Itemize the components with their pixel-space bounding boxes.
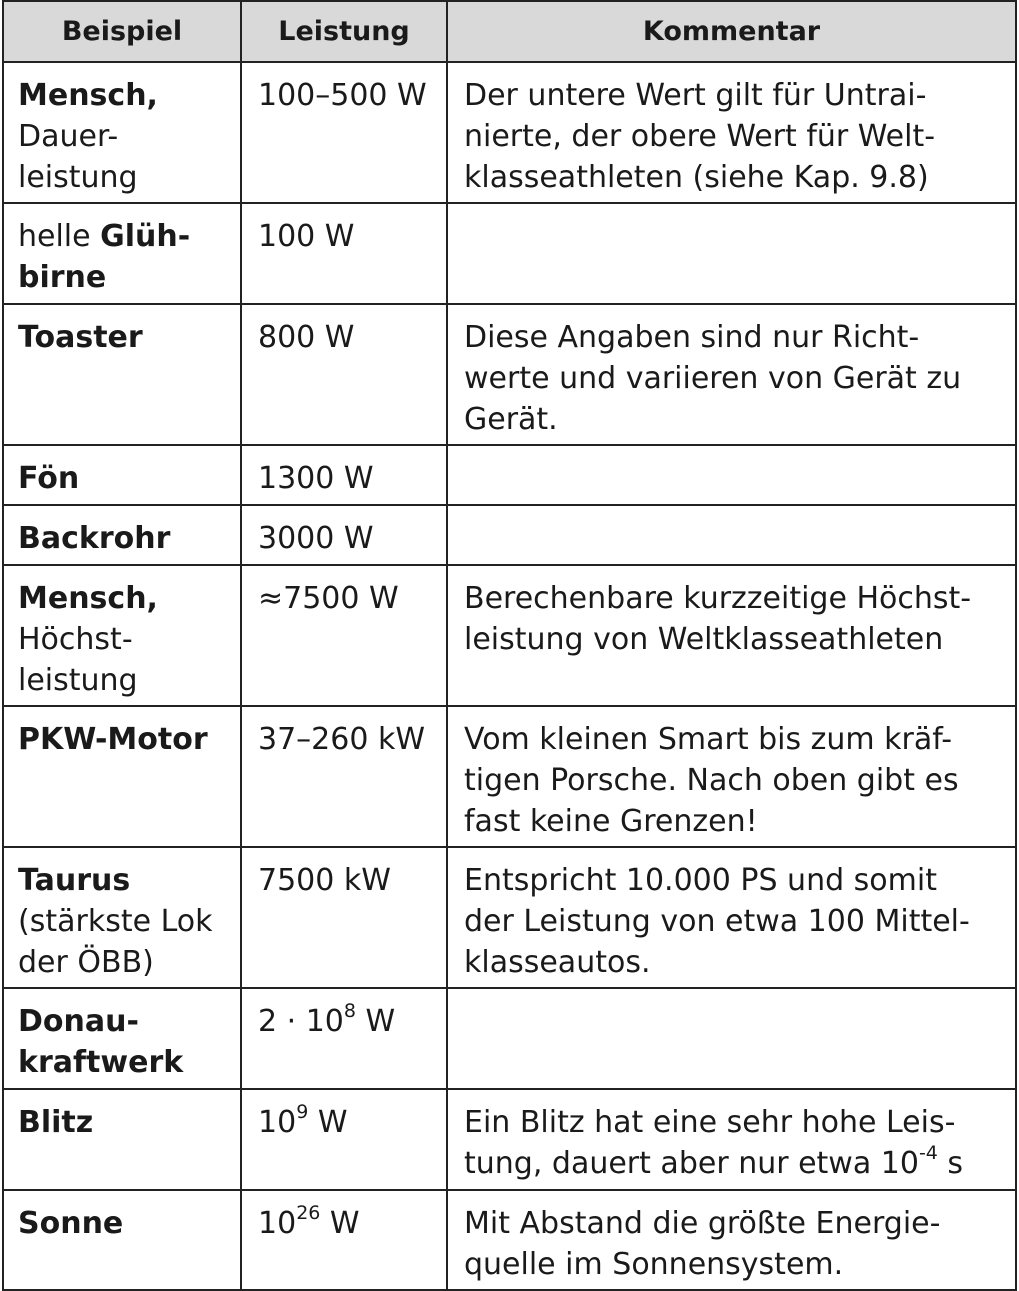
beispiel-text: leistung xyxy=(18,160,138,195)
cell-kommentar xyxy=(447,304,1016,445)
cell-leistung xyxy=(241,565,447,706)
beispiel-text: Backrohr xyxy=(18,521,171,556)
beispiel-text: helle xyxy=(18,219,101,254)
cell-beispiel xyxy=(3,706,241,847)
kommentar-line: der Leistung von etwa 100 Mittel- xyxy=(464,904,970,939)
kommentar-line: leistung von Weltklasseathleten xyxy=(464,622,944,657)
beispiel-text: kraftwerk xyxy=(18,1045,184,1080)
leistung-text: 2 · 10 xyxy=(258,1004,344,1039)
leistung-text: W xyxy=(355,1004,396,1039)
beispiel-text: Donau- xyxy=(18,1004,139,1039)
kommentar-line: Entspricht 10.000 PS und somit xyxy=(464,863,937,898)
leistung-text: 10 xyxy=(258,1206,297,1241)
cell-leistung xyxy=(241,203,447,304)
leistung-text: ≈7500 W xyxy=(258,581,399,616)
cell-beispiel xyxy=(3,565,241,706)
cell-beispiel xyxy=(3,445,241,505)
beispiel-text: (stärkste Lok xyxy=(18,904,213,939)
beispiel-text: Taurus xyxy=(18,863,131,898)
leistung-text: W xyxy=(320,1206,360,1241)
leistung-text: 3000 W xyxy=(258,521,374,556)
cell-beispiel xyxy=(3,988,241,1089)
header-row xyxy=(3,1,1016,62)
kommentar-line: quelle im Sonnensystem. xyxy=(464,1247,844,1282)
cell-kommentar xyxy=(447,62,1016,203)
table-row xyxy=(3,445,1016,505)
beispiel-text: Mensch, xyxy=(18,581,158,616)
cell-leistung xyxy=(241,445,447,505)
kommentar-line: fast keine Grenzen! xyxy=(464,804,758,839)
table-row xyxy=(3,1190,1016,1290)
leistung-text: 800 W xyxy=(258,320,355,355)
header-beispiel: Beispiel xyxy=(3,1,241,62)
kommentar-line: Gerät. xyxy=(464,402,558,437)
cell-beispiel xyxy=(3,203,241,304)
kommentar-line: klasseautos. xyxy=(464,945,651,980)
cell-leistung xyxy=(241,1089,447,1190)
cell-kommentar xyxy=(447,847,1016,988)
leistung-text: 1300 W xyxy=(258,461,374,496)
kommentar-line: tigen Porsche. Nach oben gibt es xyxy=(464,763,959,798)
beispiel-text: Fön xyxy=(18,461,80,496)
cell-beispiel xyxy=(3,505,241,565)
leistung-text: 10 xyxy=(258,1105,297,1140)
beispiel-text: leistung xyxy=(18,663,138,698)
table-row xyxy=(3,565,1016,706)
kommentar-line: Mit Abstand die größte Energie- xyxy=(464,1206,941,1241)
cell-kommentar xyxy=(447,988,1016,1089)
cell-beispiel xyxy=(3,847,241,988)
kommentar-line: Vom kleinen Smart bis zum kräf- xyxy=(464,722,953,757)
leistung-text: W xyxy=(308,1105,348,1140)
cell-kommentar xyxy=(447,203,1016,304)
cell-kommentar xyxy=(447,445,1016,505)
leistung-text: 37–260 kW xyxy=(258,722,426,757)
kommentar-text: tung, dauert aber nur etwa 10 xyxy=(464,1146,919,1181)
cell-leistung xyxy=(241,62,447,203)
cell-leistung xyxy=(241,1190,447,1290)
table-row xyxy=(3,505,1016,565)
beispiel-text: der ÖBB) xyxy=(18,945,154,980)
cell-kommentar xyxy=(447,1089,1016,1190)
leistung-exponent: 8 xyxy=(343,1000,356,1022)
cell-kommentar xyxy=(447,706,1016,847)
beispiel-text: Toaster xyxy=(18,320,143,355)
leistung-text: 100 W xyxy=(258,219,355,254)
cell-leistung xyxy=(241,847,447,988)
cell-beispiel xyxy=(3,1190,241,1290)
cell-beispiel xyxy=(3,304,241,445)
header-kommentar: Kommentar xyxy=(447,1,1016,62)
beispiel-text: Dauer- xyxy=(18,119,119,154)
beispiel-text: Mensch, xyxy=(18,78,158,113)
cell-leistung xyxy=(241,988,447,1089)
cell-beispiel xyxy=(3,1089,241,1190)
kommentar-line: nierte, der obere Wert für Welt- xyxy=(464,119,936,154)
table-row xyxy=(3,62,1016,203)
leistung-exponent: 9 xyxy=(296,1101,309,1123)
leistung-text: 7500 kW xyxy=(258,863,391,898)
table-row xyxy=(3,706,1016,847)
kommentar-line: werte und variieren von Gerät zu xyxy=(464,361,962,396)
beispiel-text: Sonne xyxy=(18,1206,124,1241)
kommentar-line: Diese Angaben sind nur Richt- xyxy=(464,320,920,355)
cell-kommentar xyxy=(447,1190,1016,1290)
kommentar-line: Der untere Wert gilt für Untrai- xyxy=(464,78,927,113)
cell-leistung xyxy=(241,304,447,445)
beispiel-text: Blitz xyxy=(18,1105,94,1140)
beispiel-text: birne xyxy=(18,260,107,295)
cell-kommentar xyxy=(447,505,1016,565)
kommentar-line: klasseathleten (siehe Kap. 9.8) xyxy=(464,160,929,195)
leistung-exponent: 26 xyxy=(296,1202,321,1224)
kommentar-text: s xyxy=(937,1146,964,1181)
beispiel-text: Glüh- xyxy=(100,219,191,254)
kommentar-line: Berechenbare kurzzeitige Höchst- xyxy=(464,581,972,616)
kommentar-exponent: -4 xyxy=(918,1142,938,1164)
table-row xyxy=(3,847,1016,988)
kommentar-text: Ein Blitz hat eine sehr hohe Leis- xyxy=(464,1105,956,1140)
table-row xyxy=(3,203,1016,304)
leistung-text: 100–500 W xyxy=(258,78,427,113)
header-leistung: Leistung xyxy=(241,1,447,62)
power-examples-table xyxy=(2,0,1017,1291)
table-row xyxy=(3,988,1016,1089)
cell-kommentar xyxy=(447,565,1016,706)
cell-leistung xyxy=(241,706,447,847)
beispiel-text: PKW-Motor xyxy=(18,722,208,757)
table-row xyxy=(3,1089,1016,1190)
table-row xyxy=(3,304,1016,445)
cell-leistung xyxy=(241,505,447,565)
cell-beispiel xyxy=(3,62,241,203)
table-body xyxy=(3,62,1016,1290)
beispiel-text: Höchst- xyxy=(18,622,133,657)
